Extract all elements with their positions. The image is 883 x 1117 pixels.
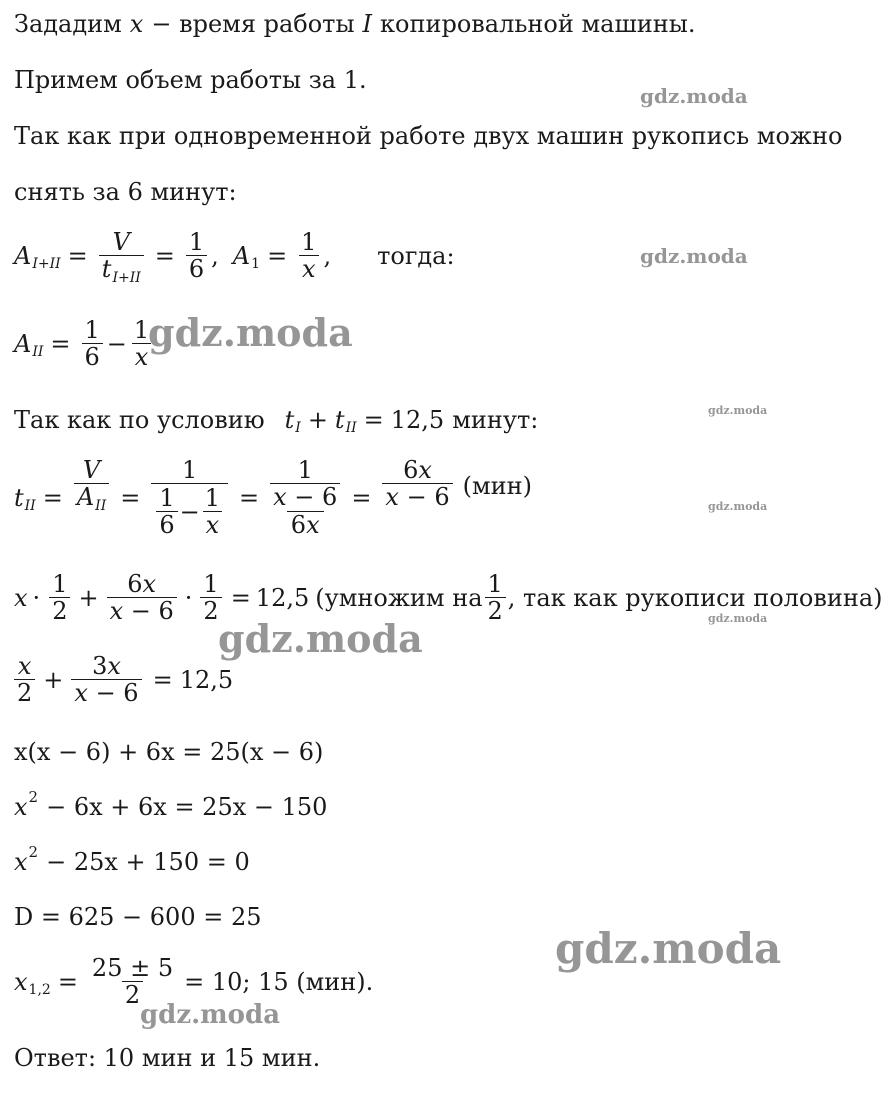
formula-line-8: t II = $\frac{V}{A_{II}}$ = 1 $\frac{1}{6}$ − $\frac{1}{x}$ = 1 x − 6 6x = $\frac{6x}{x - 6}$ (мин): [14, 456, 532, 540]
formula-line-5: A I+II = $\frac{V}{t_{I+II}}$ = $\frac{1}{6}$ , A 1 = $\frac{1}{x}$ , тогда:: [14, 228, 455, 287]
formula-line-9: x · $\frac{1}{2}$ + $\frac{6x}{x - 6}$ · $\frac{1}{2}$ = 12,5 (умножим на $\frac{1}{2}$ , так как рукописи половина): [14, 570, 883, 626]
text: Примем объем работы за 1.: [14, 66, 367, 94]
text: тогда:: [377, 242, 455, 271]
text-line-7: Так как по условию t I + t II = 12,5 минут:: [14, 406, 539, 436]
text-line-1: [14, 10, 696, 38]
var-I: I: [362, 10, 373, 38]
text-line-2: [14, 66, 367, 94]
answer-line: [14, 1044, 320, 1072]
text: Так как по условию: [14, 406, 265, 434]
formula-line-11: [14, 738, 323, 766]
watermark: gdz.moda: [218, 616, 423, 661]
text: Так как при одновременной работе двух машин рукопись можно: [14, 122, 843, 150]
text: копировальной машины.: [380, 10, 696, 38]
text: , так как рукописи половина): [507, 584, 883, 613]
var-x: x: [129, 10, 144, 38]
watermark: gdz.moda: [708, 612, 768, 625]
equation: x(x − 6) + 6x = 25(x − 6): [14, 738, 324, 766]
answer: Ответ: 10 мин и 15 мин.: [14, 1044, 321, 1072]
formula-line-6: A II = $\frac{1}{6}$ − $\frac{1}{x}$: [14, 318, 156, 371]
watermark: gdz.moda: [140, 1000, 281, 1030]
equation: = 10; 15 (мин).: [184, 968, 374, 997]
equation: − 6x + 6x = 25x − 150: [46, 793, 328, 821]
watermark: gdz.moda: [708, 404, 768, 417]
equation: − 25x + 150 = 0: [46, 848, 250, 876]
formula-line-13: x 2 − 25x + 150 = 0: [14, 843, 250, 876]
watermark: gdz.moda: [708, 500, 768, 513]
text: (мин): [462, 472, 532, 500]
watermark: gdz.moda: [148, 310, 353, 355]
text-line-3: [14, 122, 842, 150]
watermark: gdz.moda: [555, 924, 782, 973]
text: Зададим: [14, 10, 122, 38]
text: (умножим на: [315, 584, 483, 613]
formula-line-14: [14, 903, 262, 931]
watermark: gdz.moda: [640, 244, 748, 268]
text: − время работы: [151, 10, 355, 38]
formula-line-10: $\frac{x}{2}$ + $\frac{3x}{x - 6}$ = 12,5: [14, 654, 233, 707]
text: снять за 6 минут:: [14, 178, 237, 206]
formula-line-12: x 2 − 6x + 6x = 25x − 150: [14, 788, 328, 821]
watermark: gdz.moda: [640, 84, 748, 108]
text: минут:: [452, 406, 539, 434]
text-line-4: [14, 178, 237, 206]
formula-line-15: x 1,2 = $\frac{25 \pm 5}{2}$ = 10; 15 (мин).: [14, 954, 374, 1010]
equation: D = 625 − 600 = 25: [14, 903, 262, 931]
